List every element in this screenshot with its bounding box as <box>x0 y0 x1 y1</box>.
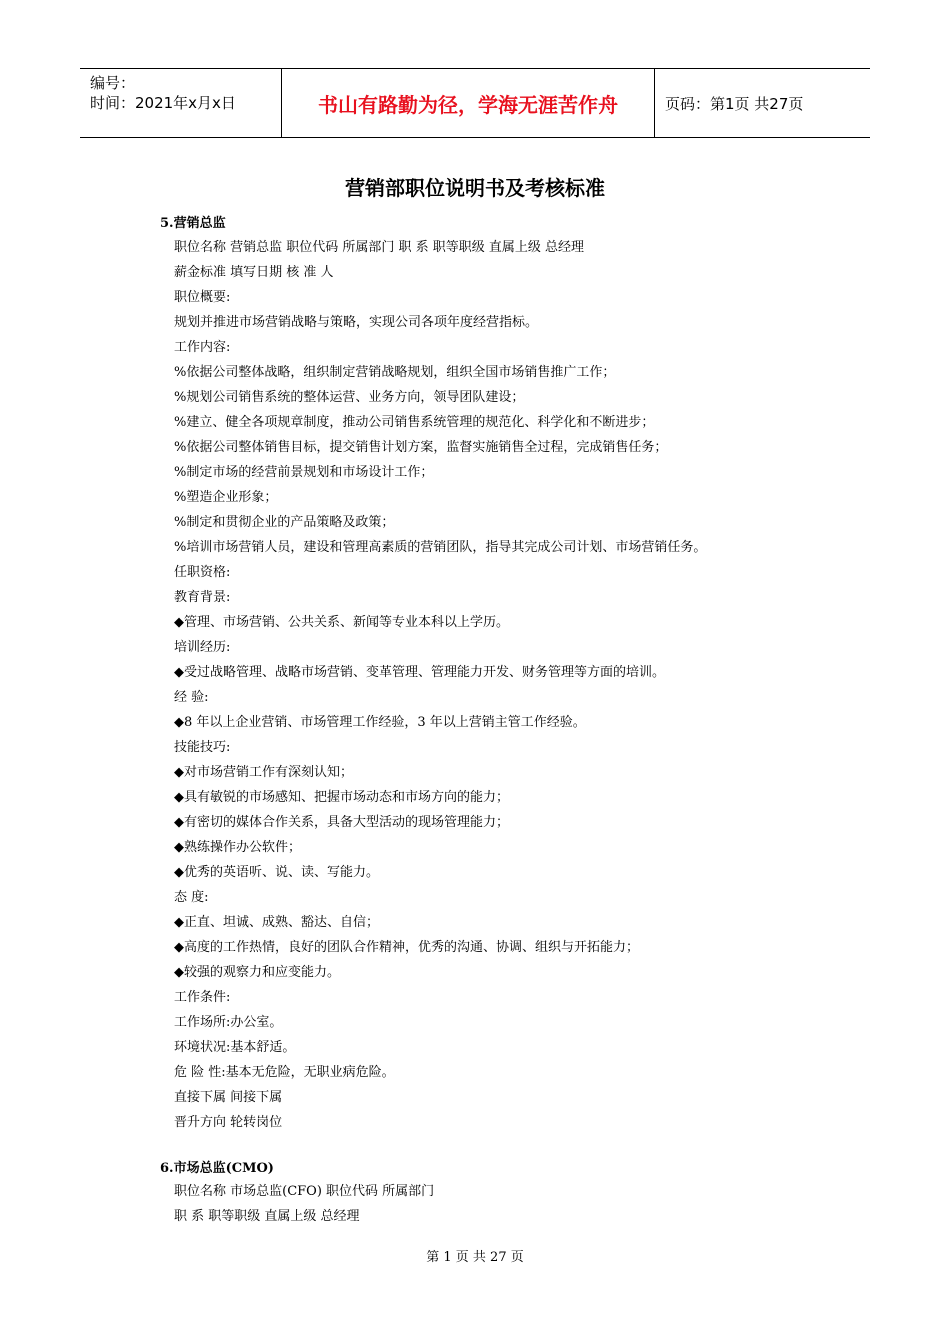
text-line: 培训经历: <box>174 640 231 655</box>
text-line: ◆正直、坦诚、成熟、豁达、自信； <box>174 915 379 930</box>
text-line: 职 系 职等职级 直属上级 总经理 <box>174 1209 360 1224</box>
text-line: 薪金标准 填写日期 核 准 人 <box>174 265 334 280</box>
text-line: ◆优秀的英语听、说、读、写能力。 <box>174 865 379 880</box>
text-line: %培训市场营销人员，建设和管理高素质的营销团队，指导其完成公司计划、市场营销任务。 <box>174 540 707 555</box>
section-heading-6: 6.市场总监(CMO) <box>160 1161 274 1176</box>
header-page-label: 页码：第1页 共27页 <box>665 94 804 113</box>
text-line: 职位概要: <box>174 290 231 305</box>
text-line: 工作场所:办公室。 <box>174 1015 283 1030</box>
text-line: ◆熟练操作办公软件； <box>174 840 301 855</box>
text-line: 经 验: <box>174 690 209 705</box>
text-line: 任职资格: <box>174 565 231 580</box>
text-line: %塑造企业形象； <box>174 490 278 505</box>
section-5-body <box>174 235 706 1135</box>
text-line: 工作内容: <box>174 340 231 355</box>
text-line: 职位名称 市场总监(CFO) 职位代码 所属部门 <box>174 1184 435 1199</box>
text-line: ◆8 年以上企业营销、市场管理工作经验，3 年以上营销主管工作经验。 <box>174 715 586 730</box>
text-line: 态 度: <box>174 890 209 905</box>
text-line: ◆受过战略管理、战略市场营销、变革管理、管理能力开发、财务管理等方面的培训。 <box>174 665 665 680</box>
text-line: %规划公司销售系统的整体运营、业务方向，领导团队建设； <box>174 390 525 405</box>
text-line: %制定市场的经营前景规划和市场设计工作； <box>174 465 434 480</box>
time-label: 时间：2021年x月x日 <box>90 94 236 112</box>
text-line: %制定和贯彻企业的产品策略及政策； <box>174 515 395 530</box>
text-line: ◆管理、市场营销、公共关系、新闻等专业本科以上学历。 <box>174 615 509 630</box>
text-line: ◆较强的观察力和应变能力。 <box>174 965 340 980</box>
text-line: ◆具有敏锐的市场感知、把握市场动态和市场方向的能力； <box>174 790 509 805</box>
text-line: 规划并推进市场营销战略与策略，实现公司各项年度经营指标。 <box>174 315 539 330</box>
text-line: 晋升方向 轮转岗位 <box>174 1115 283 1130</box>
document-title: 营销部职位说明书及考核标准 <box>345 176 605 200</box>
header-motto: 书山有路勤为径，学海无涯苦作舟 <box>282 69 655 137</box>
page-header <box>80 68 870 138</box>
section-6-body <box>174 1179 434 1229</box>
text-line: 直接下属 间接下属 <box>174 1090 283 1105</box>
text-line: %依据公司整体战略，组织制定营销战略规划，组织全国市场销售推广工作； <box>174 365 616 380</box>
text-line: 教育背景: <box>174 590 231 605</box>
text-line: ◆高度的工作热情，良好的团队合作精神，优秀的沟通、协调、组织与开拓能力； <box>174 940 639 955</box>
section-heading-5: 5.营销总监 <box>160 216 226 231</box>
text-line: %依据公司整体销售目标，提交销售计划方案，监督实施销售全过程，完成销售任务； <box>174 440 668 455</box>
text-line: ◆有密切的媒体合作关系，具备大型活动的现场管理能力； <box>174 815 509 830</box>
page-footer: 第 1 页 共 27 页 <box>426 1250 524 1265</box>
text-line: 工作条件: <box>174 990 231 1005</box>
number-label: 编号： <box>90 74 136 92</box>
text-line: 环境状况:基本舒适。 <box>174 1040 296 1055</box>
text-line: 职位名称 营销总监 职位代码 所属部门 职 系 职等职级 直属上级 总经理 <box>174 240 585 255</box>
text-line: 危 险 性:基本无危险，无职业病危险。 <box>174 1065 395 1080</box>
text-line: 技能技巧: <box>174 740 231 755</box>
header-left-cell <box>80 69 282 137</box>
text-line: ◆对市场营销工作有深刻认知； <box>174 765 353 780</box>
text-line: %建立、健全各项规章制度，推动公司销售系统管理的规范化、科学化和不断进步； <box>174 415 655 430</box>
